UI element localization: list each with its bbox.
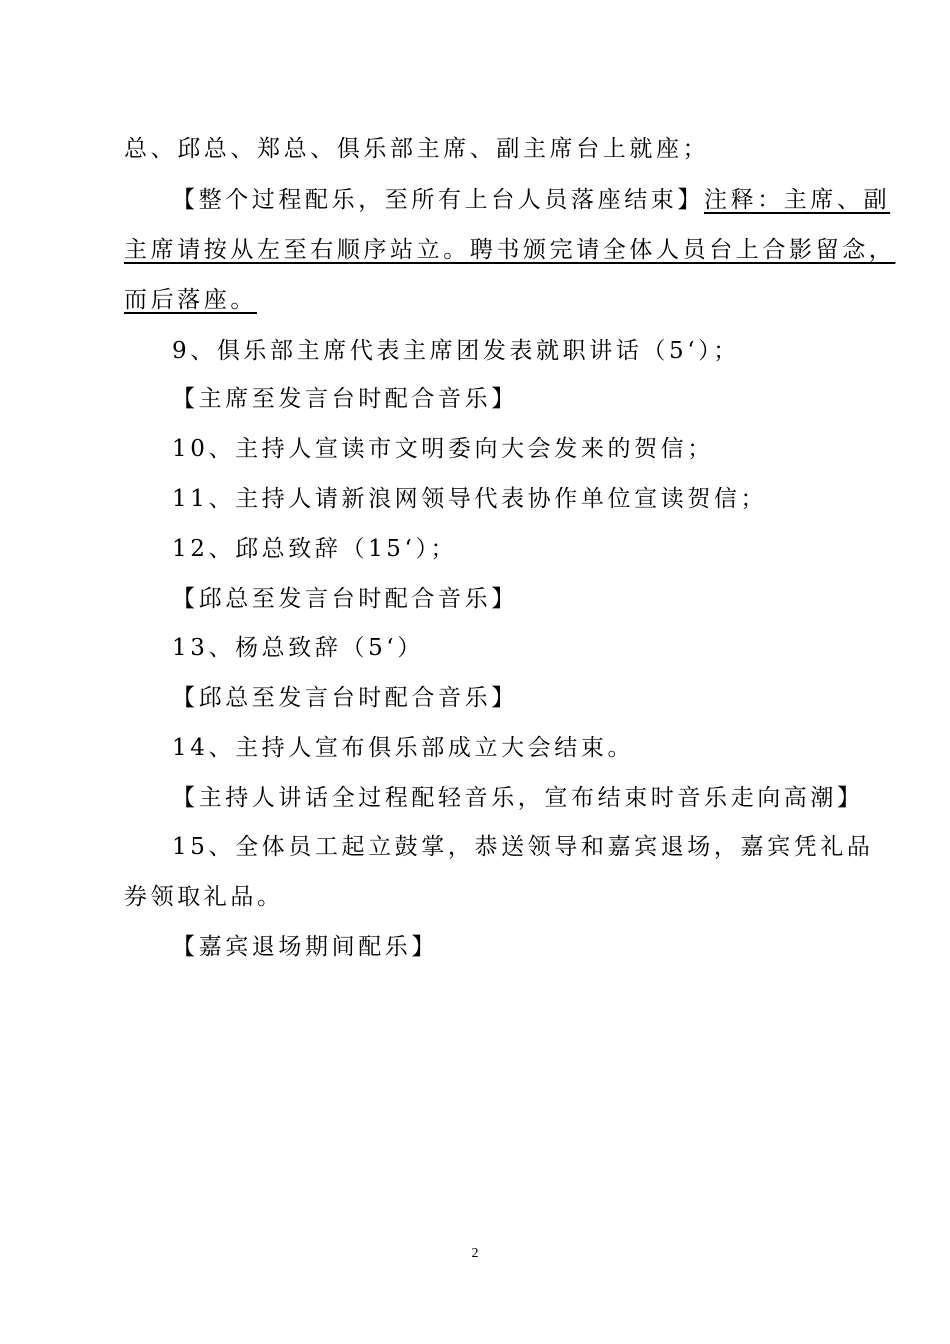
music-cue: 【邱总至发言台时配合音乐】 <box>172 685 518 711</box>
agenda-item-10: 10、主持人宣读市文明委向大会发来的贺信； <box>172 436 714 462</box>
agenda-item-9: 9、俱乐部主席代表主席团发表就职讲话（5‘）； <box>172 338 740 364</box>
agenda-item-12: 12、邱总致辞（15‘）； <box>172 536 458 562</box>
agenda-item-15-cont: 券领取礼品。 <box>124 884 284 910</box>
music-cue: 【主持人讲话全过程配轻音乐，宣布结束时音乐走向高潮】 <box>172 785 864 811</box>
agenda-item-14: 14、主持人宣布俱乐部成立大会结束。 <box>172 735 635 761</box>
agenda-item-11: 11、主持人请新浪网领导代表协作单位宣读贺信； <box>172 486 768 512</box>
page-number: 2 <box>471 1246 479 1261</box>
note-text: 而后落座。 <box>124 287 257 313</box>
music-cue: 【主席至发言台时配合音乐】 <box>172 386 518 412</box>
music-cue: 【整个过程配乐，至所有上台人员落座结束】 <box>172 187 704 213</box>
agenda-item-15: 15、全体员工起立鼓掌，恭送领导和嘉宾退场，嘉宾凭礼品 <box>172 834 874 860</box>
note-text: 主席请按从左至右顺序站立。聘书颁完请全体人员台上合影留念， <box>124 237 896 263</box>
music-cue: 【邱总至发言台时配合音乐】 <box>172 586 518 612</box>
music-cue: 【嘉宾退场期间配乐】 <box>172 934 438 960</box>
text-line <box>172 185 890 215</box>
note-label: 注释：主席、副 <box>704 187 891 213</box>
agenda-item-13: 13、杨总致辞（5‘） <box>172 635 424 661</box>
text-line: 总、邱总、郑总、俱乐部主席、副主席台上就座； <box>124 136 710 162</box>
